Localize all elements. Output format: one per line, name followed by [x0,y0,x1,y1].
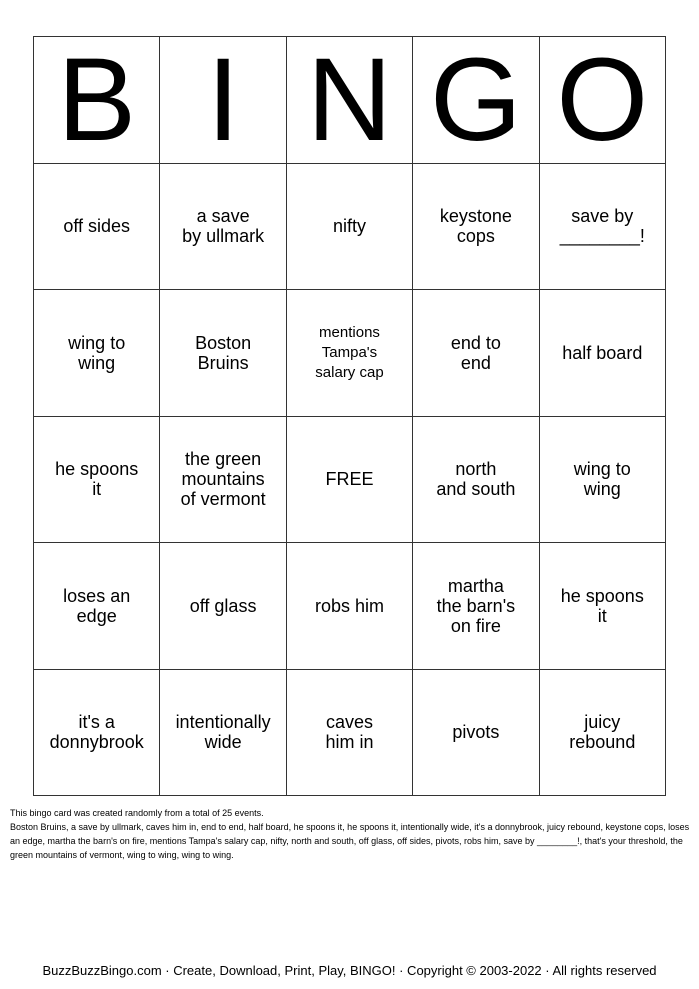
cell-text: keystone cops [439,206,512,247]
header-letter-g: G [429,37,522,164]
cell-text: wing to wing [573,459,631,500]
header-cell-g [413,37,539,164]
footer-copyright: BuzzBuzzBingo.com · Create, Download, Print, Play, BINGO! · Copyright © 2003-2022 · All rights reserved [42,963,657,978]
header-letter-o: O [556,37,649,164]
bingo-cell [160,290,286,417]
header-cell-b [34,37,160,164]
header-letter-n: N [306,37,393,164]
cell-text: end to end [450,332,501,373]
bingo-cell [287,670,413,797]
cell-text: off sides [63,216,131,237]
cell-text: pivots [452,722,500,743]
info-summary: This bingo card was created randomly from a total of 25 events. [10,808,264,818]
bingo-cell [160,417,286,544]
bingo-cell [287,543,413,670]
cell-text: he spoons it [55,459,139,500]
bingo-cell [34,543,160,670]
bingo-cell [160,164,286,291]
bingo-cell [540,164,666,291]
cell-text: it's a donnybrook [49,712,144,753]
cell-text: intentionally wide [175,712,271,753]
bingo-cell [413,164,539,291]
bingo-cell [287,290,413,417]
cell-text: mentions Tampa's salary cap [315,323,384,381]
bingo-cell [287,164,413,291]
cell-text: caves him in [325,712,374,753]
bingo-cell [413,543,539,670]
bingo-cell [160,543,286,670]
bingo-cell [413,417,539,544]
card-info [10,806,690,862]
bingo-cell [34,290,160,417]
header-cell-i [160,37,286,164]
cell-text: wing to wing [68,332,126,373]
bingo-cell [540,290,666,417]
info-event-list: Boston Bruins, a save by ullmark, caves him in, end to end, half board, he spoons it, he spoons it, intentionally wide, it's a donnybrook, juicy rebound, keystone cops, loses an edge, martha the barn's on fire, mentions Tampa's salary cap, nifty, north and south, off glass, off sides, pivots, robs him, save by ________!, that's your threshold, the green mountains of vermont, wing to wing, wing to wing. [10,822,690,860]
bingo-cell [540,543,666,670]
bingo-cell [160,670,286,797]
bingo-cell [540,417,666,544]
header-letter-i: I [206,37,240,164]
cell-text: martha the barn's on fire [436,575,516,636]
header-cell-o [540,37,666,164]
cell-text: north and south [436,459,516,500]
cell-text: nifty [332,216,366,237]
free-space-cell [287,417,413,544]
free-space-text: FREE [325,469,374,490]
bingo-cell [34,417,160,544]
bingo-cell [540,670,666,797]
header-cell-n [287,37,413,164]
bingo-card [33,36,666,796]
header-letter-b: B [57,37,137,164]
bingo-cell [34,670,160,797]
cell-text: half board [562,342,643,363]
cell-text: off glass [189,595,257,616]
cell-text: a save by ullmark [182,206,265,247]
bingo-cell [34,164,160,291]
cell-text: loses an edge [63,585,131,626]
cell-text: juicy rebound [569,712,636,753]
cell-text: save by ________! [559,206,645,247]
bingo-cell [413,670,539,797]
cell-text: he spoons it [560,585,644,626]
bingo-cell [413,290,539,417]
cell-text: Boston Bruins [195,332,252,373]
cell-text: robs him [314,595,384,616]
cell-text: the green mountains of vermont [180,449,266,510]
